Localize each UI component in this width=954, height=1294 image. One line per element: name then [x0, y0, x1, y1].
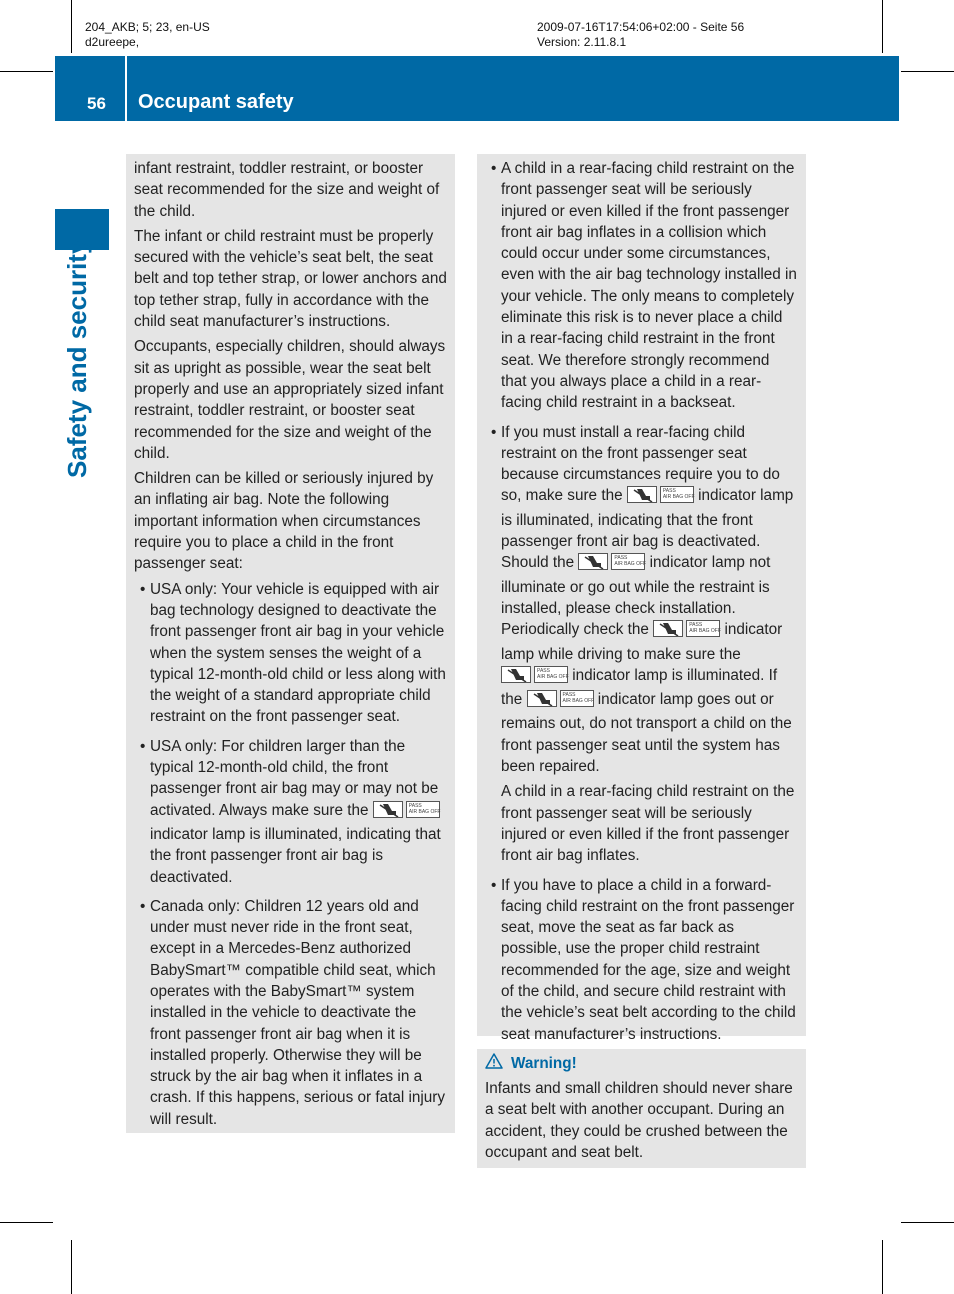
list-paragraph: A child in a rear-facing child restraint on the front passenger seat will be seriously injured or even killed if the front passenger front air bag inflates. [501, 783, 795, 865]
paragraph: infant restraint, toddler restraint, or booster seat recommended for the size and weight of the child. [134, 160, 440, 220]
list-item [134, 896, 447, 1130]
print-meta-left [85, 20, 210, 50]
list-item [485, 158, 798, 414]
list-paragraph [501, 422, 798, 778]
list-item-text: A child in a rear-facing child restraint on the front passenger seat will be seriously injured or even killed if the front passenger front air bag inflates in a collision which could occur under some circumstances, even with the air bag technology installed in your vehicle. The only means to completely eliminate this risk is to never place a child in a rear-facing child restraint in the front seat. We therefore strongly recommend that you always place a child in a rear-facing child restraint in a backseat. [501, 160, 797, 412]
crop-mark [71, 1240, 72, 1294]
crop-mark [0, 71, 53, 72]
pass-airbag-off-label [686, 620, 720, 637]
pass-airbag-off-indicator-icon [501, 666, 568, 689]
list-item-text: USA only: For children larger than the typical 12-month-old child, the front passenger front air bag may or may not be activated. Always make sure the [150, 737, 439, 819]
bullet-list [485, 158, 798, 1045]
child-seat-icon [627, 486, 657, 503]
indicator-line1: PASS [614, 555, 628, 562]
pass-airbag-off-label [611, 553, 645, 570]
crop-mark [882, 1240, 883, 1294]
indicator-line1: PASS [662, 488, 676, 495]
list-item [485, 875, 798, 1045]
pass-airbag-off-indicator-icon [527, 690, 594, 713]
pass-airbag-off-label [534, 666, 568, 683]
paragraph: Occupants, especially children, should always sit as upright as possible, wear the seat belt properly and use an appropriately sized infant restraint, toddler restraint, or booster seat recommended for the size and weight of the child. [134, 338, 446, 462]
pass-airbag-off-indicator-icon [373, 801, 440, 824]
side-tab-label: Safety and security [62, 239, 92, 478]
warning-box [477, 1049, 806, 1168]
page-number: 56 [87, 94, 106, 113]
indicator-line2: AIR BAG OFF [689, 628, 721, 635]
crop-mark [882, 0, 883, 53]
child-seat-icon [578, 553, 608, 570]
meta-left-line2: d2ureepe, [85, 35, 140, 49]
warning-triangle-icon [485, 1053, 503, 1074]
pass-airbag-off-indicator-icon [578, 553, 645, 576]
indicator-line2: AIR BAG OFF [614, 561, 647, 568]
list-item-text: If you must install a rear-facing child restraint on the front passenger seat because circumstances require you to do so, make sure the [501, 423, 780, 505]
pass-airbag-off-indicator-icon [627, 486, 694, 509]
list-item-text: indicator lamp while driving to make sure the [501, 621, 783, 663]
indicator-line2: AIR BAG OFF [662, 494, 695, 501]
list-item [134, 736, 447, 888]
indicator-line1: PASS [408, 802, 422, 809]
bullet-list [134, 579, 447, 1130]
indicator-line2: AIR BAG OFF [537, 673, 569, 680]
right-column [477, 154, 806, 1043]
list-item-text: indicator lamp not illuminate or go out while the restraint is installed, please check installation. Periodically check the [501, 554, 771, 639]
crop-mark [0, 1222, 53, 1223]
indicator-line2: AIR BAG OFF [408, 808, 441, 815]
page-header [55, 56, 899, 121]
list-item-text: If you have to place a child in a forward-facing child restraint on the front passenger seat, move the seat as far back as possible, use the proper child restraint recommended for the age, size and weight of the child, and secure child restraint with the vehicle’s seat belt according to the child seat manufacturer’s instructions. [501, 876, 796, 1043]
crop-mark [901, 71, 954, 72]
meta-right-line1: 2009-07-16T17:54:06+02:00 - Seite 56 [537, 20, 745, 34]
child-seat-icon [527, 690, 557, 707]
pass-airbag-off-label [560, 690, 594, 707]
pass-airbag-off-label [406, 801, 440, 818]
meta-left-line1: 204_AKB; 5; 23, en-US [85, 20, 210, 34]
list-item [485, 422, 798, 867]
child-seat-icon [653, 620, 683, 637]
list-item-text: indicator lamp is illuminated, indicating that the front passenger front air bag is deactivated. [150, 825, 441, 886]
warning-text: Infants and small children should never share a seat belt with another occupant. During an accident, they could be crushed between the occupant and seat belt. [485, 1080, 793, 1161]
pass-airbag-off-label [660, 486, 694, 503]
warning-title: Warning! [511, 1054, 577, 1072]
pass-airbag-off-indicator-icon [653, 620, 720, 643]
indicator-line1: PASS [562, 692, 576, 699]
indicator-line1: PASS [537, 667, 550, 674]
list-item-text: indicator lamp is illuminated. If the [501, 666, 778, 709]
crop-mark [901, 1222, 954, 1223]
header-divider [125, 56, 127, 121]
child-seat-icon [373, 801, 403, 818]
crop-mark [71, 0, 72, 53]
paragraph: Children can be killed or seriously injured by an inflating air bag. Note the following important information when circumstances require you to place a child in the front passenger seat: [134, 470, 434, 573]
list-item-text: USA only: Your vehicle is equipped with air bag technology designed to deactivate the front passenger front air bag in your vehicle when the system senses the weight of a typical 12-month-old child or less along with the weight of a standard appropriate child restraint on the front passenger seat. [150, 580, 446, 726]
indicator-line2: AIR BAG OFF [562, 698, 595, 705]
warning-header [485, 1053, 798, 1074]
list-item-text: indicator lamp goes out or remains out, do not transport a child on the front passenger seat until the system has been repaired. [501, 691, 792, 776]
list-item-text: indicator lamp is illuminated, indicating that the front passenger front air bag is deactivated. Should the [501, 487, 794, 572]
print-meta-right [537, 20, 744, 50]
meta-right-line2: Version: 2.11.8.1 [537, 35, 627, 49]
paragraph: The infant or child restraint must be properly secured with the vehicle’s seat belt, the seat belt and top tether strap, or lower anchors and top tether strap, fully in accordance with the child seat manufacturer’s instructions. [134, 227, 447, 331]
list-item [134, 579, 447, 728]
left-column [126, 154, 455, 1133]
list-item-text: Canada only: Children 12 years old and under must never ride in the front seat, except in a Mercedes-Benz authorized BabySmart™ compatible child seat, which operates with the BabySmart™ system installed in the vehicle to deactivate the front passenger front air bag when it is installed properly. Otherwise they will be struck by the air bag when it inflates in a crash. If this happens, serious or fatal injury will result. [150, 897, 446, 1128]
section-title: Occupant safety [138, 91, 294, 113]
child-seat-icon [501, 666, 531, 683]
indicator-line1: PASS [689, 622, 703, 629]
